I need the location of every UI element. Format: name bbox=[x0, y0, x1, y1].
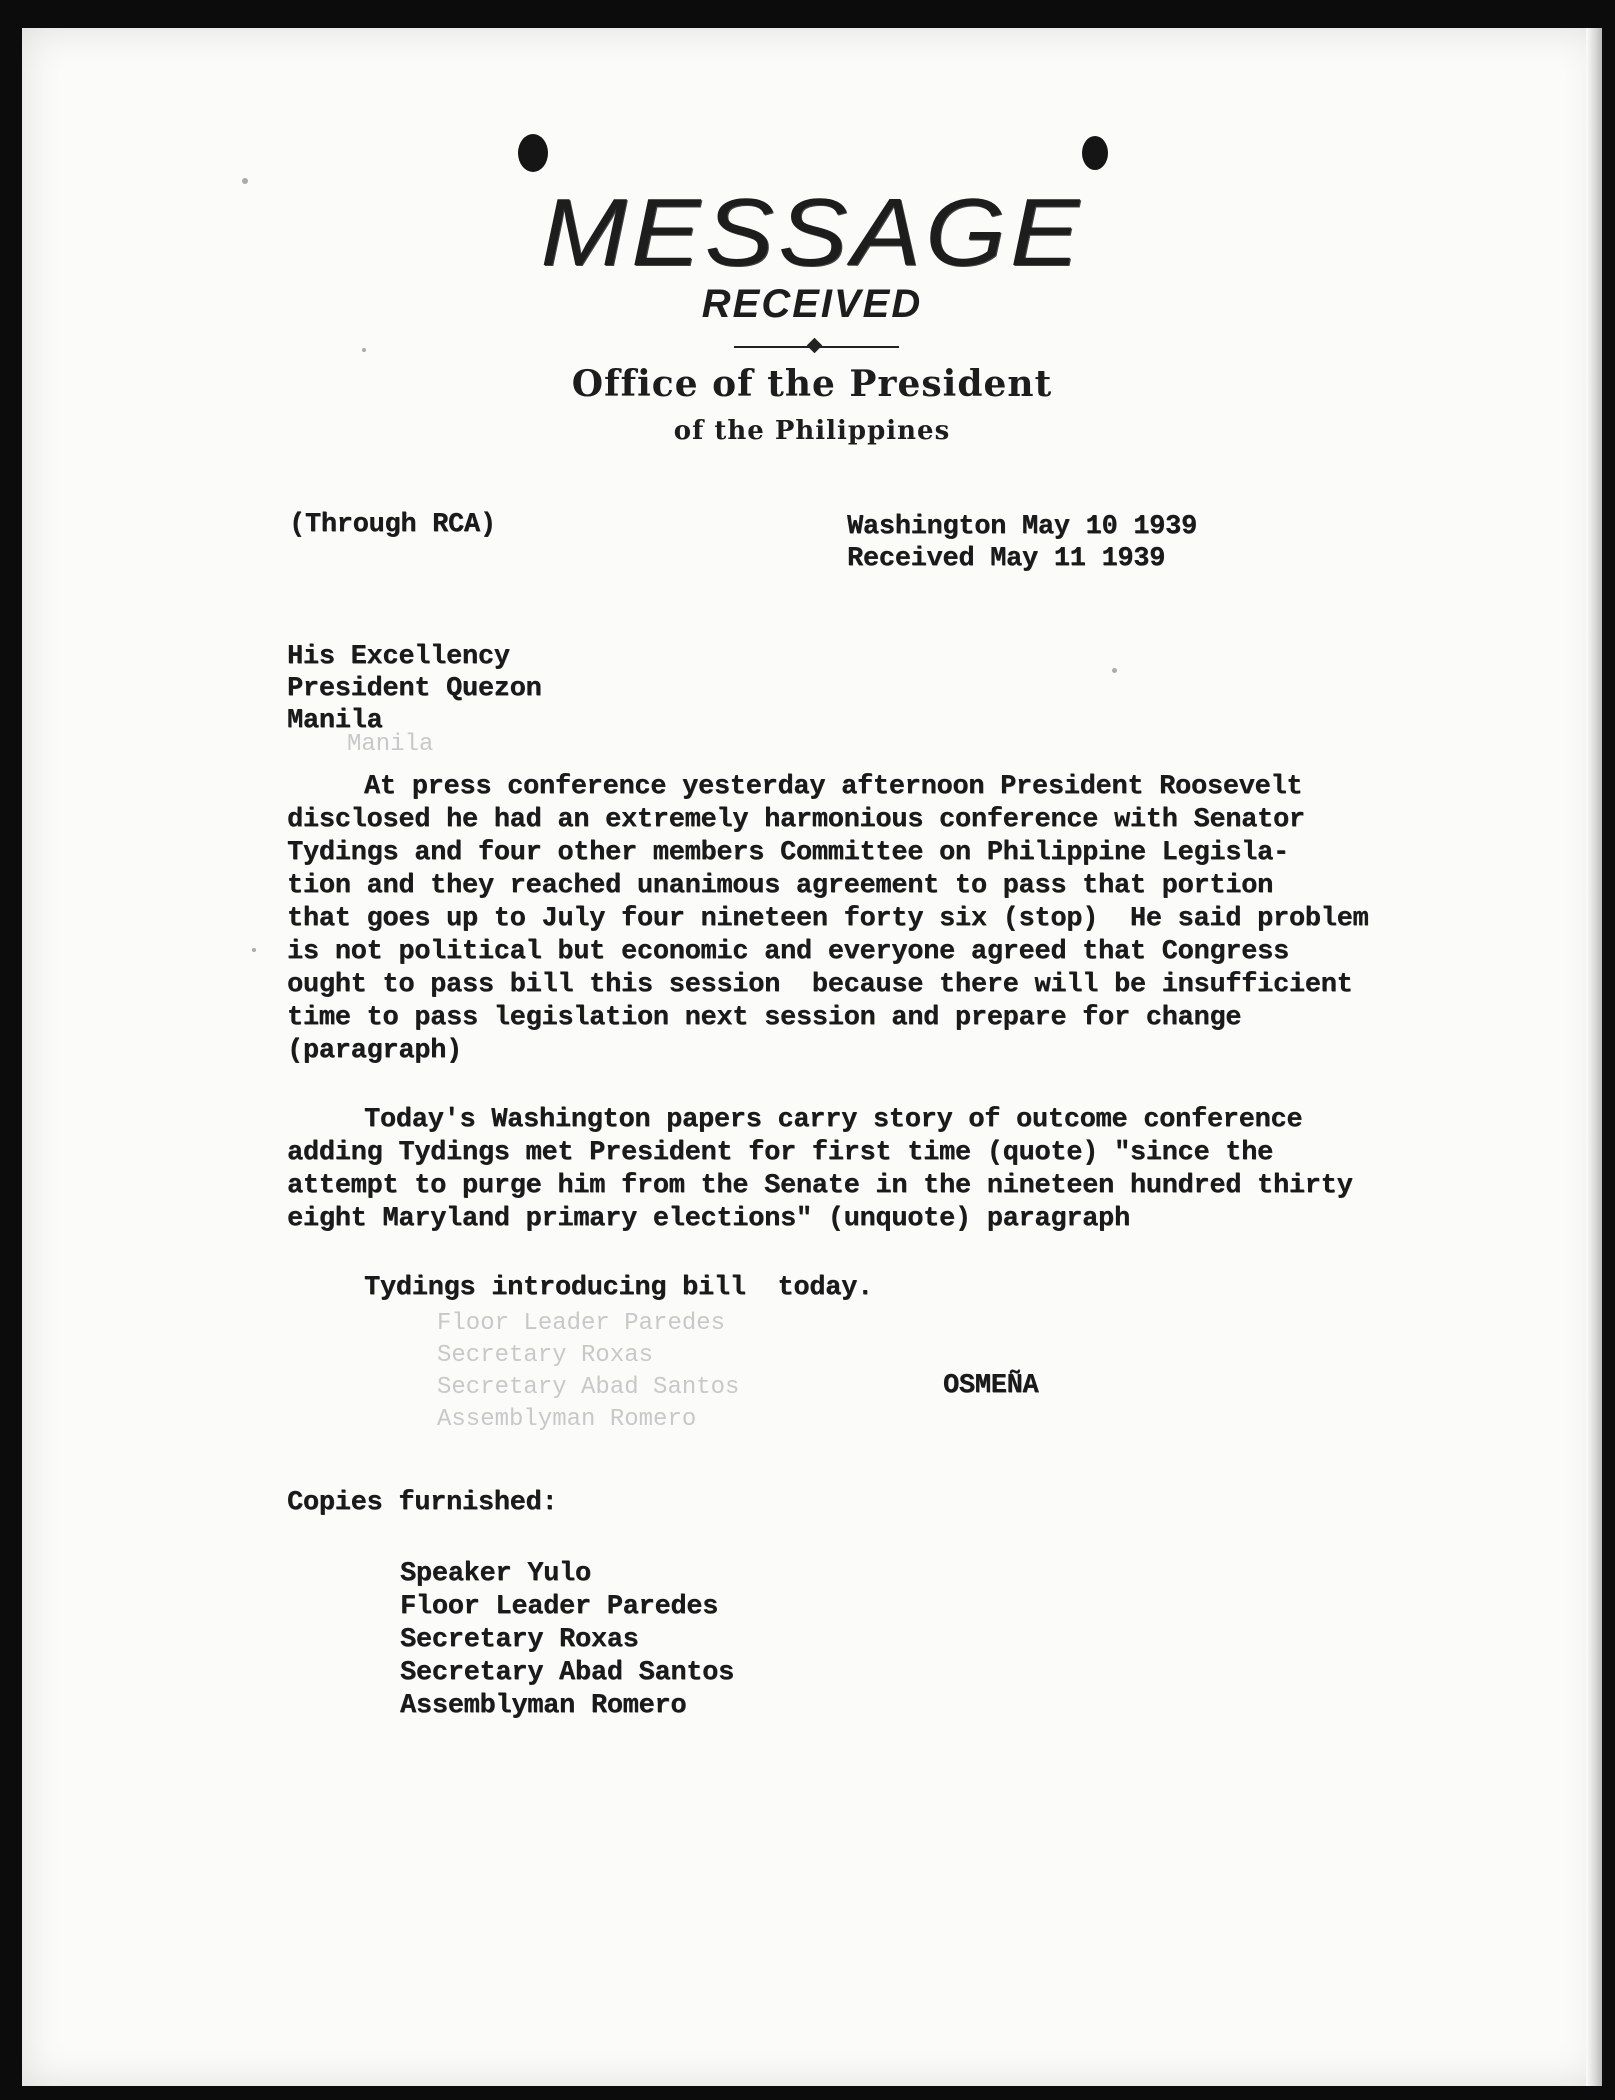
body-line: Today's Washington papers carry story of outcome conference bbox=[364, 1105, 1303, 1135]
copy-recipient: Secretary Roxas bbox=[400, 1625, 639, 1655]
letterhead-subtitle: RECEIVED bbox=[701, 282, 923, 326]
letterhead-country: of the Philippines bbox=[673, 416, 951, 446]
letterhead-office: Office of the President bbox=[571, 363, 1053, 405]
punch-hole-left bbox=[518, 134, 548, 172]
addressee-line-2: President Quezon bbox=[287, 674, 542, 704]
bleed-through-text: Secretary Roxas bbox=[437, 1342, 654, 1369]
body-line: attempt to purge him from the Senate in the nineteen hundred thirty bbox=[287, 1171, 1353, 1201]
body-line: is not political but economic and everyone agreed that Congress bbox=[287, 937, 1289, 967]
copy-recipient: Floor Leader Paredes bbox=[400, 1592, 719, 1622]
bleed-through-text: Manila bbox=[347, 731, 434, 758]
sent-date: Washington May 10 1939 bbox=[847, 512, 1197, 542]
route-line: (Through RCA) bbox=[289, 510, 496, 540]
body-line: eight Maryland primary elections" (unquote) paragraph bbox=[287, 1204, 1130, 1234]
body-line: tion and they reached unanimous agreement to pass that portion bbox=[287, 871, 1273, 901]
body-line: At press conference yesterday afternoon President Roosevelt bbox=[364, 772, 1303, 802]
bleed-through-text: Secretary Abad Santos bbox=[437, 1374, 740, 1401]
letterhead-title: MESSAGE bbox=[540, 179, 1084, 286]
speck bbox=[252, 948, 256, 952]
body-line: time to pass legislation next session and prepare for change bbox=[287, 1003, 1242, 1033]
document-page bbox=[22, 28, 1602, 2086]
copies-heading: Copies furnished: bbox=[287, 1488, 558, 1518]
body-line: Tydings and four other members Committee on Philippine Legisla- bbox=[287, 838, 1289, 868]
diamond-ornament-icon bbox=[807, 338, 823, 354]
body-line: ought to pass bill this session because there will be insufficient bbox=[287, 970, 1353, 1000]
speck bbox=[1112, 668, 1117, 673]
body-line: that goes up to July four nineteen forty six (stop) He said problem bbox=[287, 904, 1369, 934]
signature: OSMEÑA bbox=[943, 1371, 1039, 1401]
copy-recipient: Speaker Yulo bbox=[400, 1559, 591, 1589]
body-line: adding Tydings met President for first time (quote) "since the bbox=[287, 1138, 1273, 1168]
speck bbox=[362, 348, 366, 352]
bleed-through-text: Assemblyman Romero bbox=[437, 1406, 697, 1433]
copy-recipient: Assemblyman Romero bbox=[400, 1691, 687, 1721]
addressee-line-3: Manila bbox=[287, 706, 383, 736]
addressee-line-1: His Excellency bbox=[287, 642, 510, 672]
body-line: disclosed he had an extremely harmonious conference with Senator bbox=[287, 805, 1305, 835]
bleed-through-text: Floor Leader Paredes bbox=[437, 1310, 726, 1337]
punch-hole-right bbox=[1082, 136, 1108, 170]
body-line: Tydings introducing bill today. bbox=[364, 1273, 873, 1303]
body-line: (paragraph) bbox=[287, 1036, 462, 1066]
received-date: Received May 11 1939 bbox=[847, 544, 1166, 574]
page-edge-shadow bbox=[1586, 28, 1602, 2086]
copy-recipient: Secretary Abad Santos bbox=[400, 1658, 734, 1688]
